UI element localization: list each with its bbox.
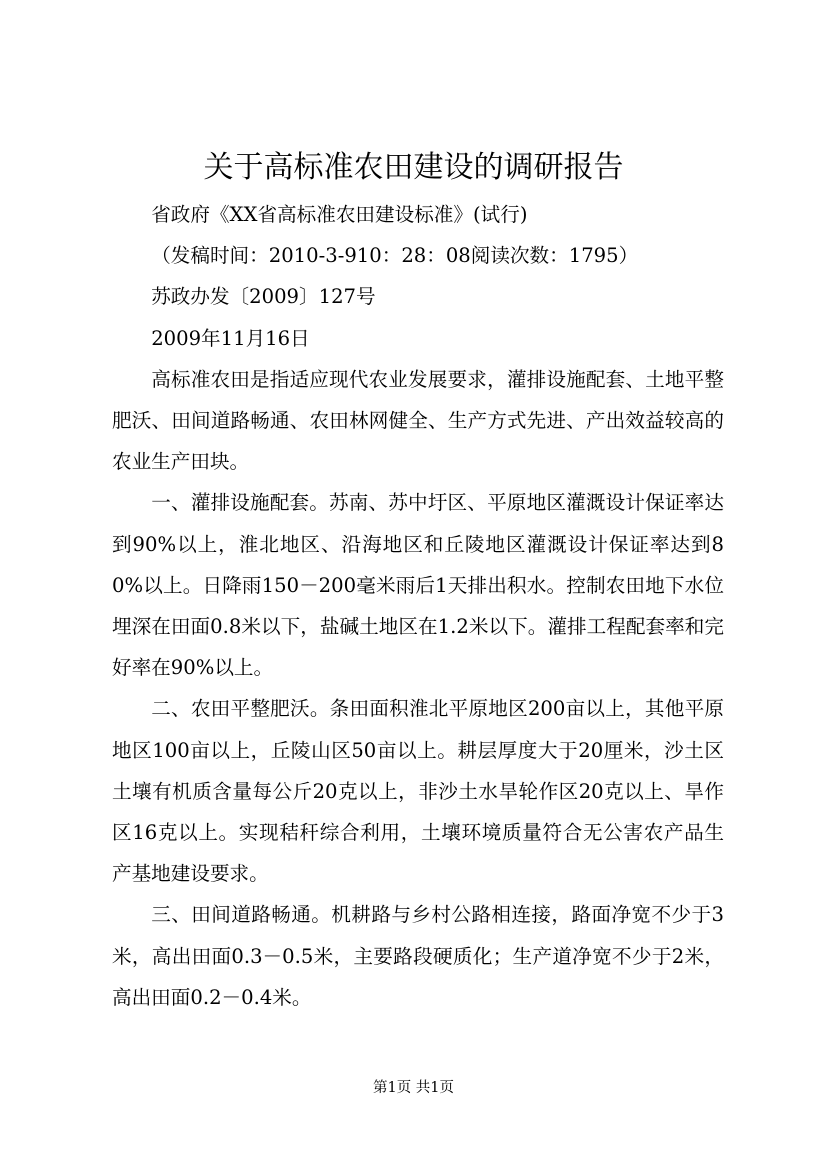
document-body <box>112 194 724 1018</box>
section-farmland: 二、农田平整肥沃。条田面积淮北平原地区200亩以上，其他平原地区100亩以上，丘陵山区50亩以上。耕层厚度大于20厘米，沙土区土壤有机质含量每公斤20克以上，非沙土水旱轮作区20克以上、旱作区16克以上。实现秸秆综合利用，土壤环境质量符合无公害农产品生产基地建设要求。 <box>112 697 724 886</box>
publish-info: （发稿时间：2010-3-910：28：08阅读次数：1795） <box>151 244 639 268</box>
page-footer: 第1页 共1页 <box>372 1080 455 1096</box>
source-line: 省政府《XX省高标准农田建设标准》(试行) <box>151 203 528 226</box>
section-roads: 三、田间道路畅通。机耕路与乡村公路相连接，路面净宽不少于3米，高出田面0.3－0.5米，主要路段硬质化；生产道净宽不少于2米，高出田面0.2－0.4米。 <box>112 903 724 1009</box>
document-title: 关于高标准农田建设的调研报告 <box>203 150 624 185</box>
definition-paragraph: 高标准农田是指适应现代农业发展要求，灌排设施配套、土地平整肥沃、田间道路畅通、农田林网健全、生产方式先进、产出效益较高的农业生产田块。 <box>112 367 724 474</box>
document-date: 2009年11月16日 <box>151 326 310 350</box>
document-number: 苏政办发〔2009〕127号 <box>151 285 376 309</box>
section-irrigation: 一、灌排设施配套。苏南、苏中圩区、平原地区灌溉设计保证率达到90%以上，淮北地区、沿海地区和丘陵地区灌溉设计保证率达到80%以上。日降雨150－200毫米雨后1天排出积水。控制农田地下水位埋深在田面0.8米以下，盐碱土地区在1.2米以下。灌排工程配套率和完好率在90%以上。 <box>112 491 724 680</box>
